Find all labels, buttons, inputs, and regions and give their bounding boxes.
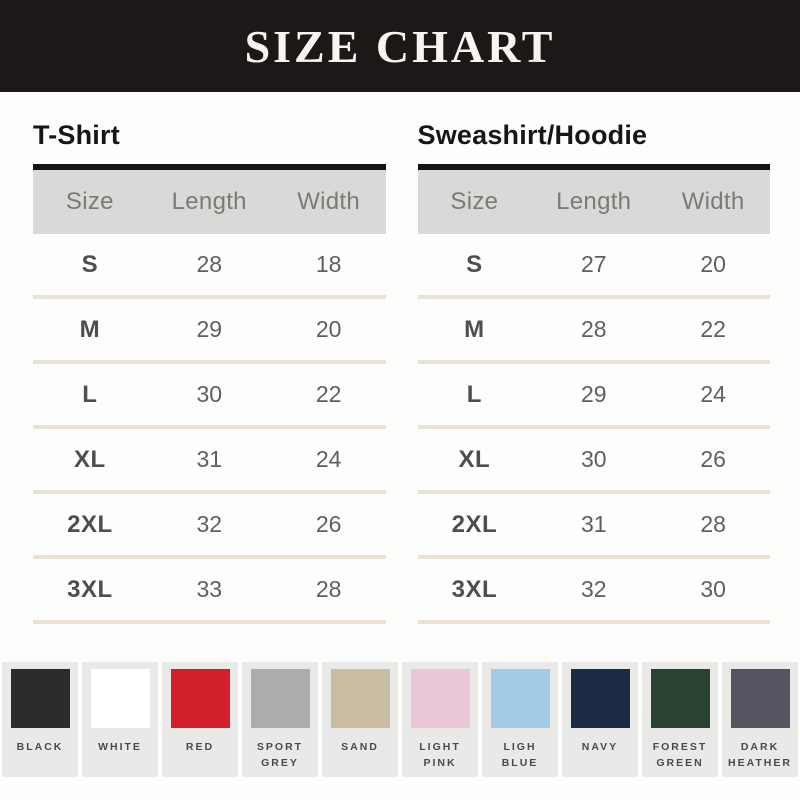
- forest-green-color-chip: [651, 669, 710, 728]
- length-cell: 31: [196, 446, 223, 472]
- white-color-chip: [91, 669, 150, 728]
- tshirt-section-title: T-Shirt: [33, 120, 120, 150]
- length-cell: 28: [580, 316, 607, 342]
- table-row: [418, 494, 771, 559]
- width-cell: 24: [700, 381, 726, 407]
- sport-grey-color-chip: [251, 669, 310, 728]
- length-cell: 29: [196, 316, 223, 342]
- size-cell: 2XL: [67, 510, 113, 538]
- length-cell: 28: [196, 251, 223, 277]
- light-pink-color-chip: [411, 669, 470, 728]
- swatch-label: BLACK: [16, 741, 64, 753]
- swatch-label: SAND: [341, 741, 379, 753]
- column-header-size: Size: [450, 188, 499, 215]
- length-cell: 32: [580, 576, 607, 602]
- table-row: [418, 299, 771, 364]
- tables-area: [0, 92, 800, 624]
- sand-color-chip: [331, 669, 390, 728]
- navy-color-chip: [571, 669, 630, 728]
- tshirt-section: [33, 92, 386, 624]
- swatch-card-light-blue: [482, 662, 558, 777]
- swatch-card-black: [2, 662, 78, 777]
- width-cell: 22: [700, 316, 726, 342]
- table-row: [418, 559, 771, 624]
- width-cell: 20: [700, 251, 726, 277]
- width-cell: 26: [700, 446, 726, 472]
- swatch-label: FOREST GREEN: [652, 741, 708, 769]
- width-cell: 20: [315, 316, 342, 342]
- length-cell: 29: [580, 381, 607, 407]
- size-cell: M: [79, 315, 101, 343]
- sweatshirt-section: [418, 92, 771, 624]
- tshirt-table-header-row: [33, 170, 386, 234]
- length-cell: 32: [196, 511, 223, 537]
- length-cell: 30: [196, 381, 223, 407]
- column-header-length: Length: [171, 188, 247, 215]
- size-chart-banner: [0, 0, 800, 92]
- dark-heather-color-chip: [731, 669, 790, 728]
- red-color-chip: [171, 669, 230, 728]
- swatch-label: NAVY: [581, 741, 619, 753]
- sweatshirt-size-table: [418, 164, 771, 624]
- black-color-chip: [11, 669, 70, 728]
- length-cell: 31: [580, 511, 607, 537]
- swatch-card-light-pink: [402, 662, 478, 777]
- table-row: [33, 559, 386, 624]
- length-cell: 27: [580, 251, 607, 277]
- column-header-size: Size: [65, 188, 114, 215]
- swatch-card-red: [162, 662, 238, 777]
- table-row: [33, 234, 386, 299]
- column-header-length: Length: [556, 188, 632, 215]
- size-cell: XL: [74, 445, 106, 473]
- table-row: [418, 234, 771, 299]
- size-cell: 3XL: [451, 575, 498, 603]
- size-cell: S: [81, 250, 99, 278]
- size-cell: L: [466, 380, 482, 408]
- swatch-label: RED: [185, 741, 215, 753]
- width-cell: 24: [315, 446, 342, 472]
- swatch-card-dark-heather: [722, 662, 798, 777]
- swatch-label: LIGHT PINK: [419, 741, 461, 769]
- column-header-width: Width: [297, 188, 361, 215]
- width-cell: 26: [315, 511, 342, 537]
- swatch-card-white: [82, 662, 158, 777]
- width-cell: 22: [315, 381, 342, 407]
- table-row: [33, 364, 386, 429]
- page-title: SIZE CHART: [244, 20, 556, 72]
- length-cell: 30: [580, 446, 607, 472]
- table-row: [33, 299, 386, 364]
- size-cell: L: [82, 380, 98, 408]
- length-cell: 33: [196, 576, 223, 602]
- swatch-label: DARK HEATHER: [728, 741, 792, 769]
- width-cell: 28: [700, 511, 726, 537]
- swatch-label: SPORT GREY: [256, 741, 304, 769]
- table-row: [33, 429, 386, 494]
- size-cell: M: [464, 315, 485, 343]
- color-swatch-row: [2, 662, 798, 777]
- sweatshirt-table-header-row: [418, 170, 771, 234]
- size-cell: XL: [458, 445, 491, 473]
- size-cell: S: [466, 250, 483, 278]
- swatch-label: LIGH BLUE: [501, 741, 539, 769]
- swatch-card-forest-green: [642, 662, 718, 777]
- swatch-card-sport-grey: [242, 662, 318, 777]
- size-cell: 2XL: [451, 510, 498, 538]
- table-row: [418, 429, 771, 494]
- swatch-label: WHITE: [98, 741, 142, 753]
- column-header-width: Width: [681, 188, 745, 215]
- width-cell: 30: [700, 576, 726, 602]
- width-cell: 18: [315, 251, 342, 277]
- light-blue-color-chip: [491, 669, 550, 728]
- table-row: [33, 494, 386, 559]
- table-row: [418, 364, 771, 429]
- tshirt-size-table: [33, 164, 386, 624]
- size-cell: 3XL: [67, 575, 113, 603]
- width-cell: 28: [315, 576, 342, 602]
- swatch-card-sand: [322, 662, 398, 777]
- sweatshirt-section-title: Sweashirt/Hoodie: [417, 120, 648, 150]
- swatch-card-navy: [562, 662, 638, 777]
